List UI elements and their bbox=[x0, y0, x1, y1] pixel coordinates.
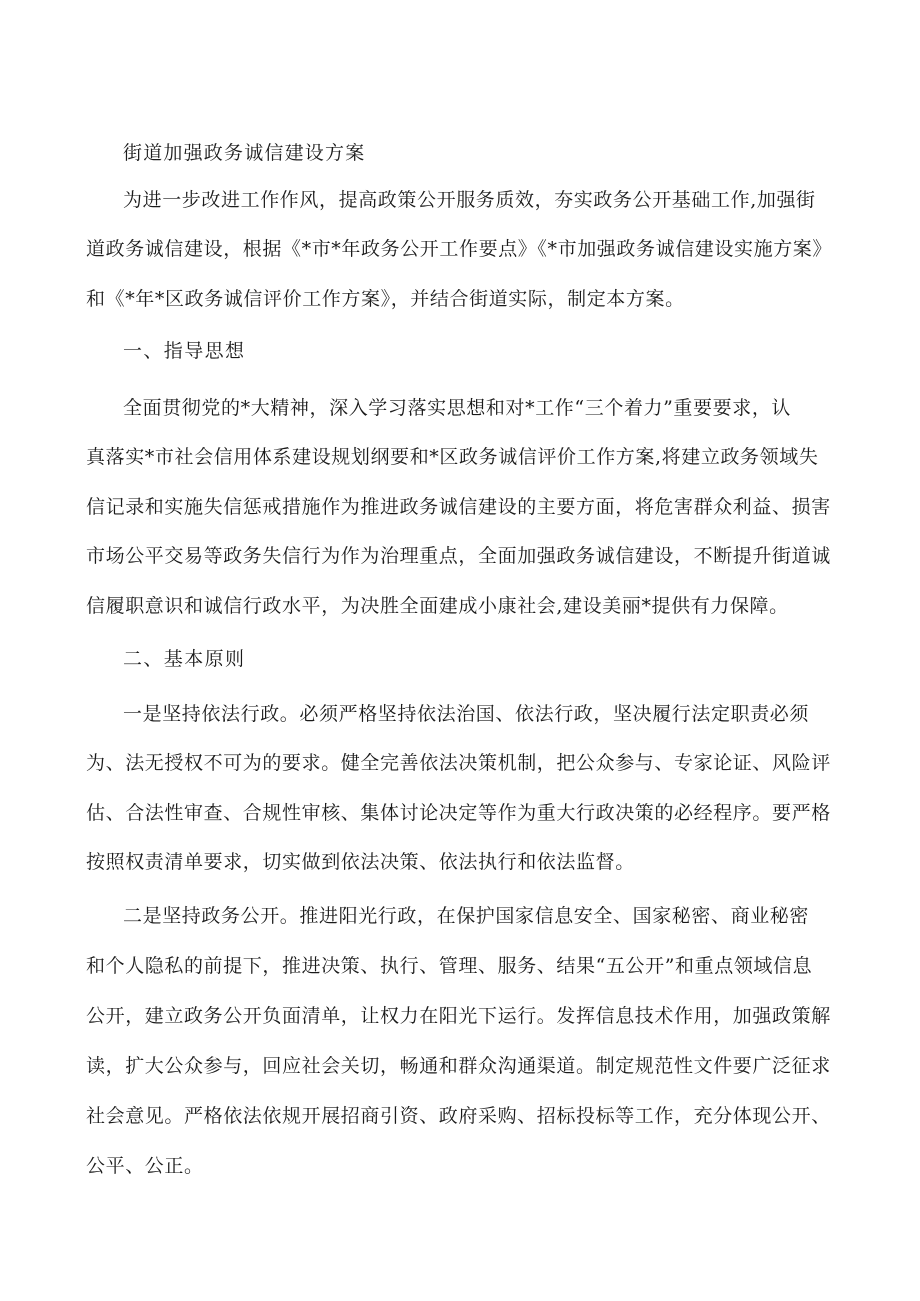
section1-line-3: 信记录和实施失信惩戒措施作为推进政务诚信建设的主要方面，将危害群众利益、损害 bbox=[86, 496, 831, 518]
section-heading-2: 二、基本原则 bbox=[123, 648, 246, 670]
section2-para2-line-3: 公开，建立政务公开负面清单，让权力在阳光下运行。发挥信息技术作用，加强政策解 bbox=[86, 1005, 831, 1027]
section2-para2-line-6: 公平、公正。 bbox=[86, 1155, 204, 1177]
section2-para2-line-5: 社会意见。严格依法依规开展招商引资、政府采购、招标投标等工作，充分体现公开、 bbox=[86, 1105, 831, 1127]
section2-para2-line-1: 二是坚持政务公开。推进阳光行政，在保护国家信息安全、国家秘密、商业秘密 bbox=[123, 905, 810, 927]
section1-line-5: 信履职意识和诚信行政水平，为决胜全面建成小康社会,建设美丽*提供有力保障。 bbox=[86, 595, 789, 617]
section2-para2-line-2: 和个人隐私的前提下，推进决策、执行、管理、服务、结果“五公开”和重点领域信息 bbox=[86, 955, 813, 977]
intro-line-1: 为进一步改进工作作风，提高政策公开服务质效，夯实政务公开基础工作,加强街 bbox=[123, 189, 816, 211]
section2-para1-line-2: 为、法无授权不可为的要求。健全完善依法决策机制，把公众参与、专家论证、风险评 bbox=[86, 752, 831, 774]
intro-line-2: 道政务诚信建设，根据《*市*年政务公开工作要点》《*市加强政务诚信建设实施方案》 bbox=[86, 238, 833, 260]
section2-para2-line-4: 读，扩大公众参与，回应社会关切，畅通和群众沟通渠道。制定规范性文件要广泛征求 bbox=[86, 1055, 831, 1077]
section2-para1-line-4: 按照权责清单要求，切实做到依法决策、依法执行和依法监督。 bbox=[86, 851, 635, 873]
section2-para1-line-1: 一是坚持依法行政。必须严格坚持依法治国、依法行政，坚决履行法定职责必须 bbox=[123, 703, 810, 725]
section1-line-1: 全面贯彻党的*大精神，深入学习落实思想和对*工作“三个着力”重要要求，认 bbox=[123, 397, 792, 419]
section1-line-2: 真落实*市社会信用体系建设规划纲要和*区政务诚信评价工作方案,将建立政务领域失 bbox=[86, 446, 819, 468]
section-heading-1: 一、指导思想 bbox=[123, 340, 246, 362]
section1-line-4: 市场公平交易等政务失信行为作为治理重点，全面加强政务诚信建设，不断提升街道诚 bbox=[86, 545, 831, 567]
section2-para1-line-3: 估、合法性审查、合规性审核、集体讨论决定等作为重大行政决策的必经程序。要严格 bbox=[86, 802, 831, 824]
page-title: 街道加强政务诚信建设方案 bbox=[123, 142, 366, 164]
intro-line-3: 和《*年*区政务诚信评价工作方案》，并结合街道实际，制定本方案。 bbox=[86, 288, 685, 310]
